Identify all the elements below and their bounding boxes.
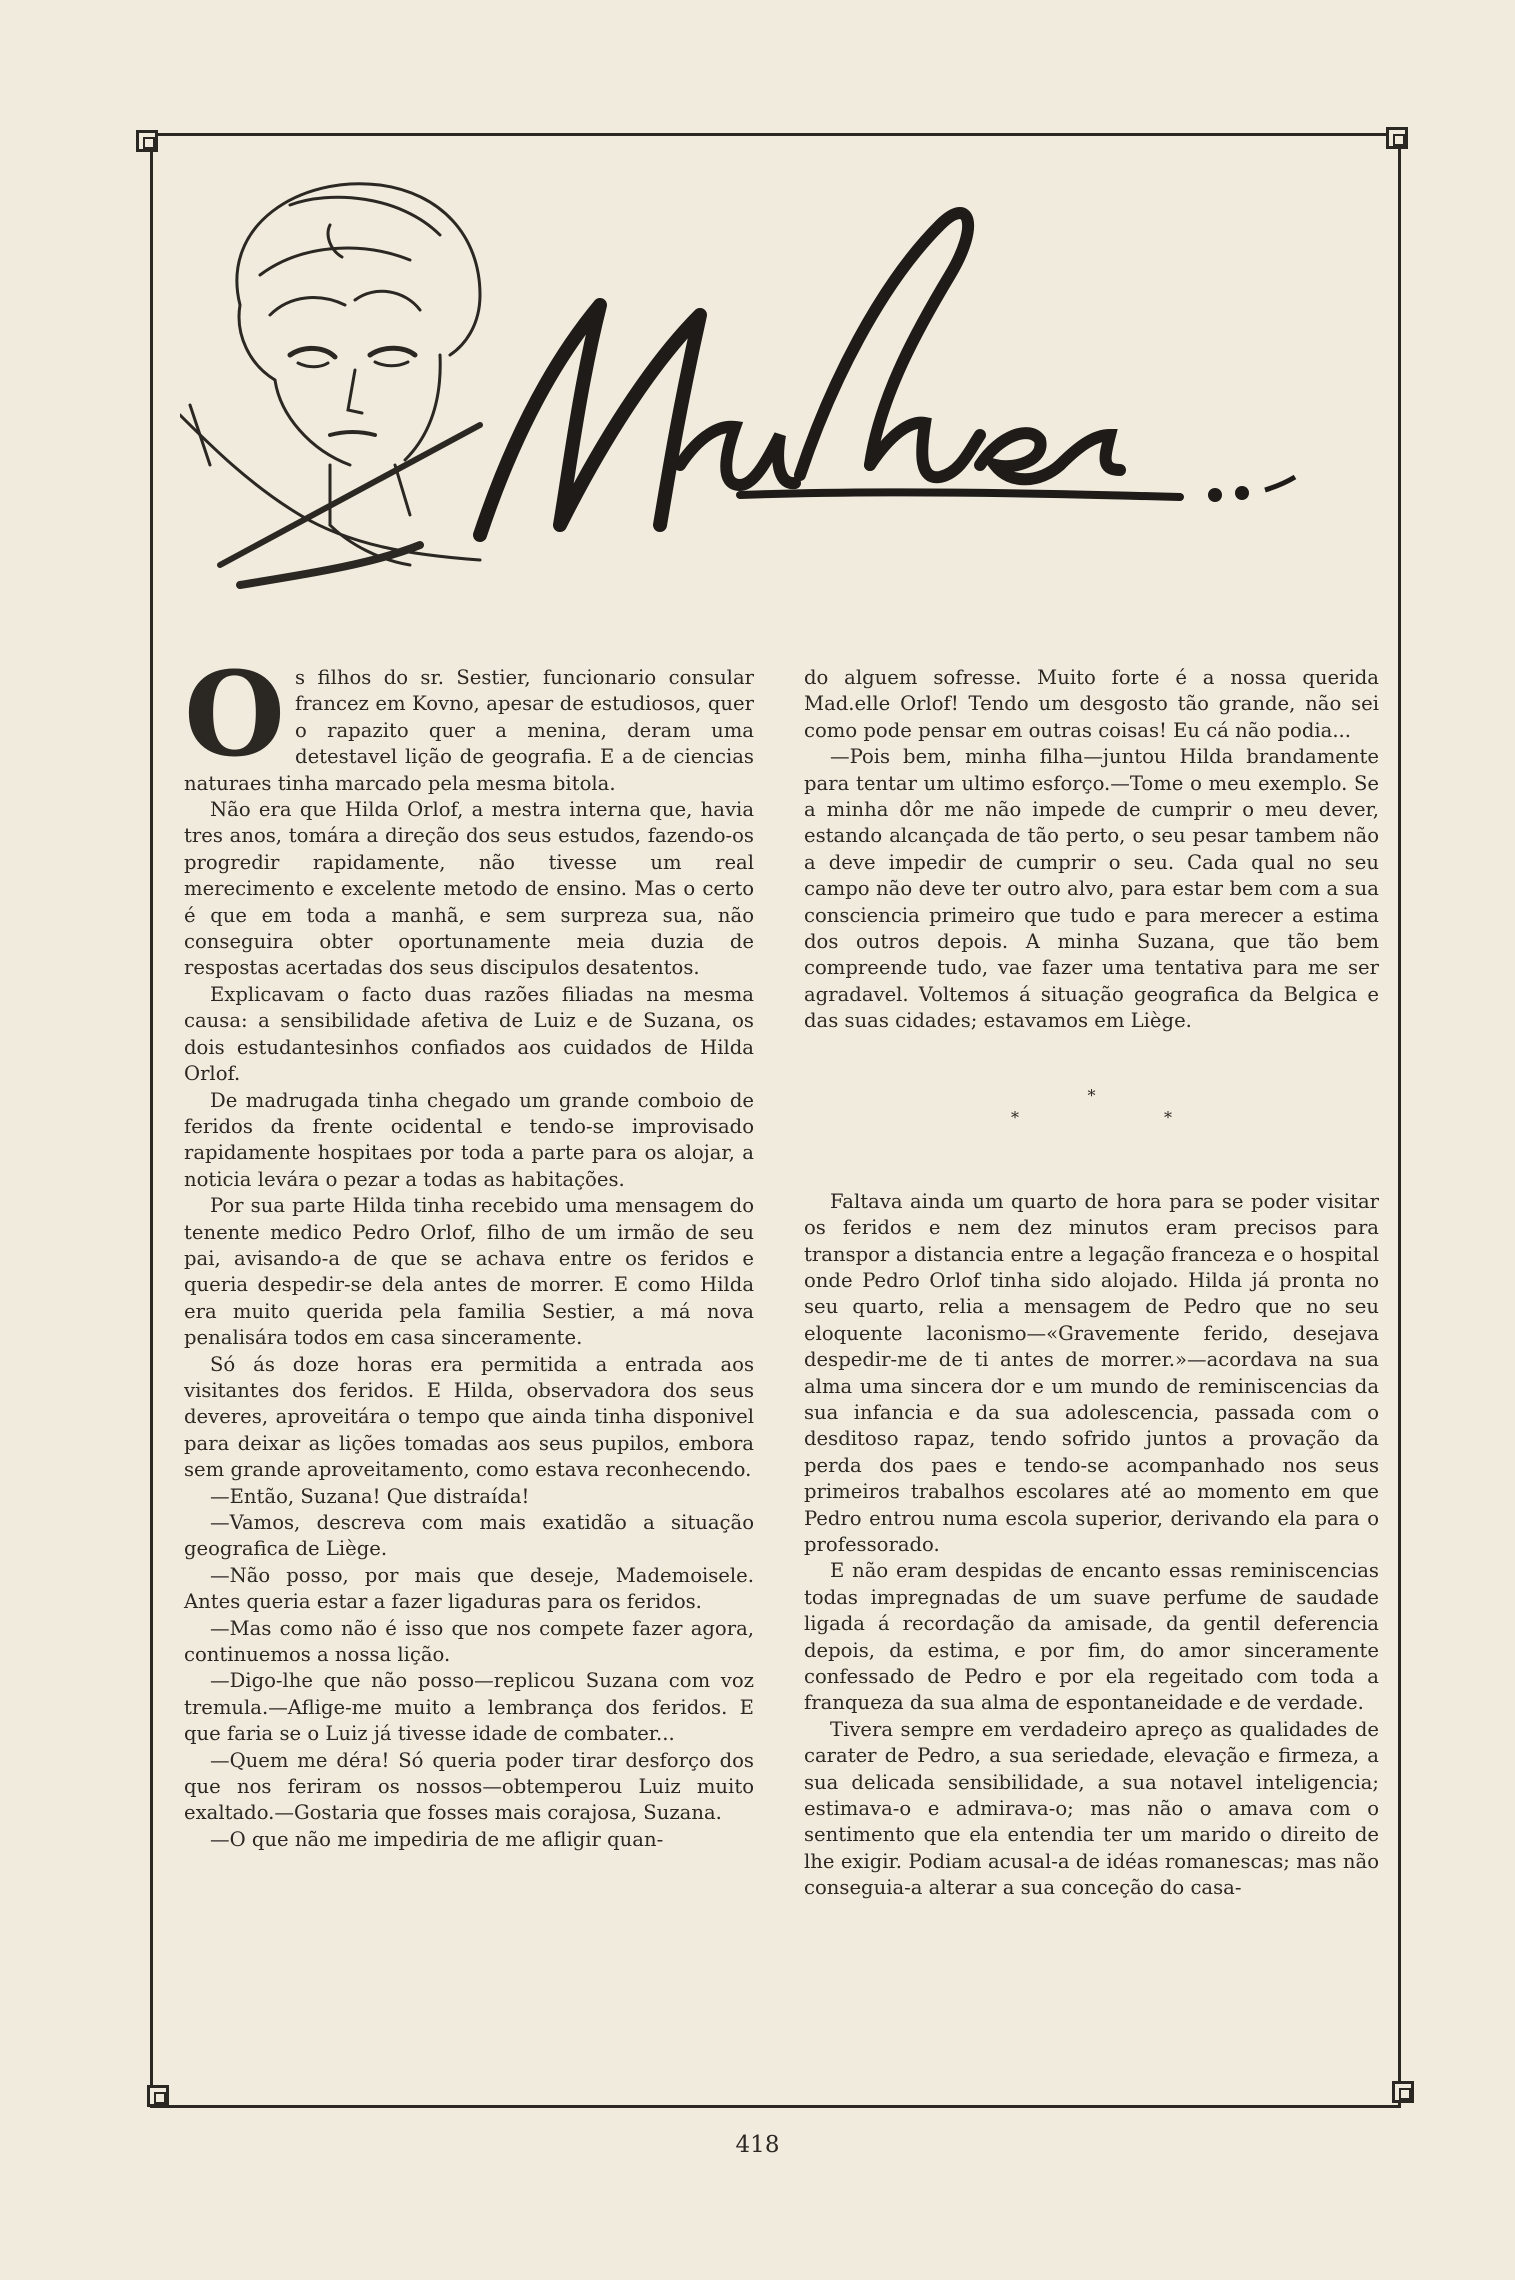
corner-ornament-bottom-right	[1392, 2081, 1414, 2103]
asterism-top: *	[1087, 1085, 1096, 1105]
paragraph-2: Não era que Hilda Orlof, a mestra interna que, havia tres anos, tomára a direção dos seus estudos, fazendo-os progredir rapidamente, não tivesse um real merecimento e excelente metodo de ensino. Mas o certo é que em toda a manhã, e sem surpreza sua, não conseguira obter oportunamente meia duzia de respostas acertadas dos seus discipulos desatentos.	[184, 798, 754, 980]
section-break-asterism	[804, 1085, 1379, 1129]
paragraph-1: Os filhos do sr. Sestier, funcionario consular francez em Kovno, apesar de estudiosos, quer o rapazito quer a menina, deram uma detestavel lição de geografia. E a de ciencias naturaes tinha marcado pela mesma bitola.	[184, 647, 754, 795]
paragraph: E não eram despidas de encanto essas reminiscencias todas impregnadas de um suave perfume de saudade ligada á recordação da amisade, da gentil deferencia depois, da estima, e por fim, do amor sinceramente confessado de Pedro e por ela regeitado com toda a franqueza da sua alma de espontaneidade e de verdade.	[804, 1559, 1379, 1715]
header-title: Mulher...	[880, 635, 885, 636]
woman-portrait-sketch	[180, 184, 480, 585]
title-script	[480, 213, 1295, 636]
dialogue-line: —Digo-lhe que não posso—replicou Suzana com voz tremula.—Aflige-me muito a lembrança dos feridos. E que faria se o Luiz já tivesse idade de combater...	[184, 1669, 754, 1746]
paragraph-6: Só ás doze horas era permitida a entrada aos visitantes dos feridos. E Hilda, observadora dos seus deveres, aproveitára o tempo que ainda tinha disponivel para deixar as lições tomadas aos seus pupilos, embora sem grande aproveitamento, como estava reconhecendo.	[184, 1352, 754, 1482]
paragraph: Tivera sempre em verdadeiro apreço as qualidades de carater de Pedro, a sua seriedade, elevação e firmeza, a sua delicada sensibilidade, a sua notavel inteligencia; estimava-o e admirava-o; mas não o amava com o sentimento que ela entendia ter um marido o direito de lhe exigir. Podiam acusal-a de idéas romanescas; mas não conseguia-a alterar a sua conceção do casa-	[804, 1717, 1379, 1900]
dialogue-line: —Quem me déra! Só queria poder tirar desforço dos que nos feriram os nossos—obtemperou Luiz muito exaltado.—Gostaria que fosses mais corajosa, Suzana.	[184, 1748, 754, 1825]
dialogue-line: —Então, Suzana! Que distraída!	[210, 1484, 530, 1508]
paragraph-4: De madrugada tinha chegado um grande comboio de feridos da frente ocidental e tendo-se improvisado rapidamente hospitaes por toda a parte para os alojar, a noticia levára o pezar a todas as habitações.	[184, 1088, 754, 1191]
paragraph-5: Por sua parte Hilda tinha recebido uma mensagem do tenente medico Pedro Orlof, filho de um irmão de seu pai, avisando-a de que se achava entre os feridos e queria despedir-se dela antes de morrer. E como Hilda era muito querida pela familia Sestier, a má nova penalisára todos em casa sinceramente.	[184, 1194, 754, 1350]
article-column-right	[804, 665, 1379, 1902]
dialogue-line: —Mas como não é isso que nos compete fazer agora, continuemos a nossa lição.	[184, 1616, 754, 1667]
dialogue-line: —Pois bem, minha filha—juntou Hilda brandamente para tentar um ultimo esforço.—Tome o meu exemplo. Se a minha dôr me não impede de cumprir o meu dever, estando alcançada de tão perto, o seu pesar tambem não a deve impedir de cumprir o seu. Cada qual no seu campo não deve ter outro alvo, para estar bem com a sua consciencia primeiro que tudo e para merecer a estima dos outros depois. A minha Suzana, que tão bem compreende tudo, vae fazer uma tentativa para me ser agradavel. Voltemos á situação geografica da Belgica e das suas cidades; estavamos em Liège.	[804, 745, 1379, 1033]
dialogue-line: —Não posso, por mais que deseje, Mademoisele. Antes queria estar a fazer ligaduras para os feridos.	[184, 1563, 754, 1614]
dropcap: O	[184, 647, 286, 783]
article-column-left	[184, 647, 754, 1853]
header-illustration	[180, 165, 1370, 645]
paragraph: Faltava ainda um quarto de hora para se poder visitar os feridos e nem dez minutos eram precisos para transpor a distancia entre a legação franceza e o hospital onde Pedro Orlof tinha sido alojado. Hilda já pronta no seu quarto, relia a mensagem de Pedro que no seu eloquente laconismo—«Gravemente ferido, desejava despedir-me de ti antes de morrer.»—acordava na sua alma uma sincera dor e um mundo de reminiscencias da sua infancia e da sua adolescencia, passada com o desditoso rapaz, tendo sofrido juntos a provação da perda dos paes e tendo-se acompanhado nos seus primeiros trabalhos escolares até ao momento em que Pedro entrou numa escola superior, derivando ela para o professorado.	[804, 1189, 1379, 1556]
dialogue-line: —O que não me impediria de me afligir quan-	[210, 1827, 664, 1851]
corner-ornament-top-right	[1386, 127, 1408, 149]
dialogue-line: —Vamos, descreva com mais exatidão a situação geografica de Liège.	[184, 1511, 754, 1561]
corner-ornament-bottom-left	[147, 2085, 169, 2107]
asterism-bottom: * *	[1010, 1107, 1243, 1127]
page-number: 418	[735, 2132, 780, 2158]
paragraph-3: Explicavam o facto duas razões filiadas na mesma causa: a sensibilidade afetiva de Luiz e de Suzana, os dois estudantesinhos confiados aos cuidados de Hilda Orlof.	[184, 982, 754, 1086]
paragraph-continued: do alguem sofresse. Muito forte é a nossa querida Mad.elle Orlof! Tendo um desgosto tão grande, não sei como pode pensar em outras coisas! Eu cá não podia...	[804, 666, 1379, 742]
corner-ornament-top-left	[136, 130, 158, 152]
